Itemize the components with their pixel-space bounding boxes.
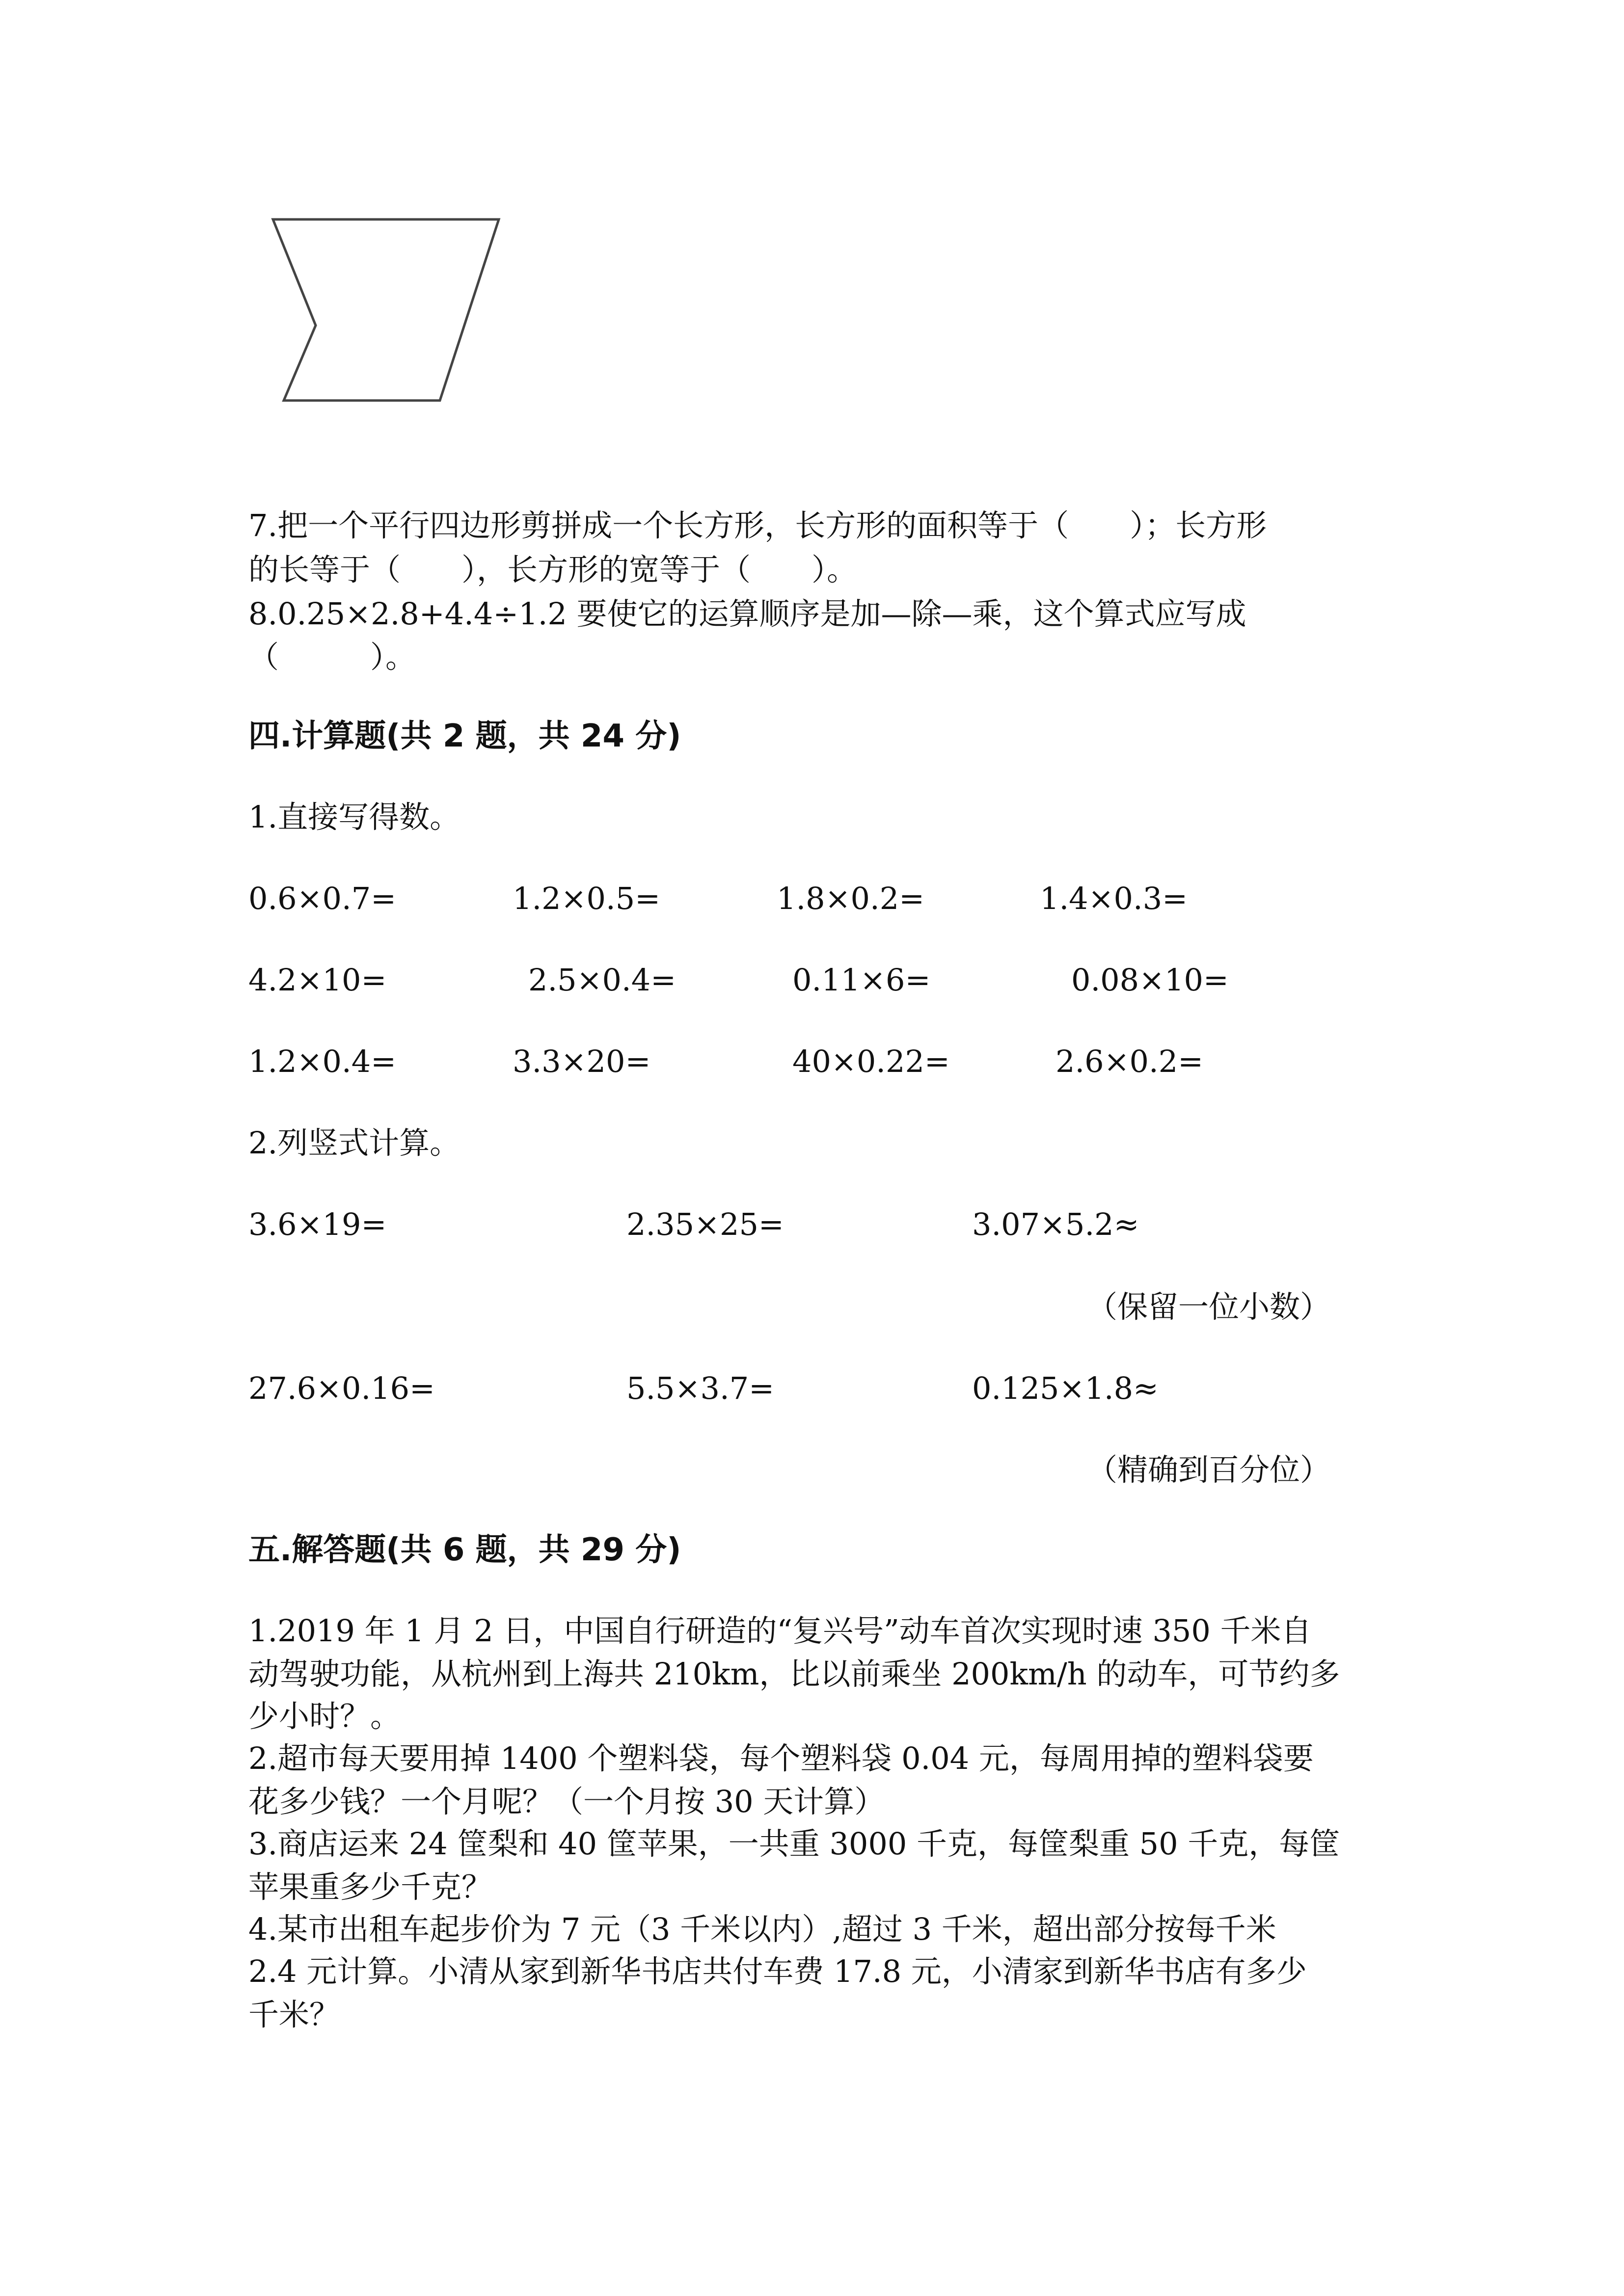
- direct-calc-item: 0.11×6=: [792, 962, 931, 998]
- section4-q2-title: 2.列竖式计算。: [248, 1125, 460, 1161]
- q8-line2: （ ）。: [248, 639, 416, 675]
- vertical-calc-item: 3.07×5.2≈: [972, 1206, 1139, 1242]
- q7-line1: 7.把一个平行四边形剪拼成一个长方形，长方形的面积等于（ ）；长方形: [248, 507, 1267, 543]
- direct-calc-item: 2.5×0.4=: [528, 962, 677, 998]
- direct-calc-item: 1.4×0.3=: [1040, 881, 1188, 916]
- direct-calc-item: 0.08×10=: [1071, 962, 1229, 998]
- direct-calc-item: 40×0.22=: [792, 1043, 950, 1079]
- direct-calc-item: 1.2×0.5=: [513, 881, 661, 916]
- section4-q1-title: 1.直接写得数。: [248, 799, 460, 835]
- direct-calc-item: 0.6×0.7=: [248, 881, 397, 916]
- problem-line: 花多少钱？一个月呢？（一个月按 30 天计算）: [248, 1784, 885, 1819]
- problem-line: 苹果重多少千克？: [248, 1869, 492, 1905]
- section5-heading: 五.解答题(共 6 题，共 29 分): [248, 1532, 681, 1568]
- vertical-calc-item: 5.5×3.7=: [626, 1370, 775, 1406]
- direct-calc-item: 1.2×0.4=: [248, 1043, 397, 1079]
- direct-calc-item: 2.6×0.2=: [1056, 1043, 1204, 1079]
- direct-calc-item: 4.2×10=: [248, 962, 387, 998]
- q7-line2: 的长等于（ ），长方形的宽等于（ ）。: [248, 552, 858, 587]
- problem-line: 3.商店运来 24 筐梨和 40 筐苹果，一共重 3000 千克，每筐梨重 50 千克，每筐: [248, 1826, 1340, 1862]
- q8-line1: 8.0.25×2.8+4.4÷1.2 要使它的运算顺序是加—除—乘，这个算式应写成: [248, 596, 1246, 632]
- section4-heading: 四.计算题(共 2 题，共 24 分): [248, 718, 681, 754]
- problem-line: 2.4 元计算。小清从家到新华书店共付车费 17.8 元，小清家到新华书店有多少: [248, 1953, 1307, 1989]
- vertical-calc-item: 2.35×25=: [626, 1206, 784, 1242]
- vertical-calc-item: 27.6×0.16=: [248, 1370, 435, 1406]
- problem-line: 4.某市出租车起步价为 7 元（3 千米以内）,超过 3 千米，超出部分按每千米: [248, 1911, 1276, 1947]
- direct-calc-item: 1.8×0.2=: [777, 881, 925, 916]
- vertical-calc-item: 0.125×1.8≈: [972, 1370, 1159, 1406]
- problem-line: 动驾驶功能，从杭州到上海共 210km，比以前乘坐 200km/h 的动车，可节约多: [248, 1656, 1340, 1692]
- problem-line: 千米？: [248, 1997, 340, 2032]
- vertical-calc-item: 3.6×19=: [248, 1206, 387, 1242]
- direct-calc-item: 3.3×20=: [513, 1043, 651, 1079]
- problem-line: 2.超市每天要用掉 1400 个塑料袋，每个塑料袋 0.04 元，每周用掉的塑料袋要: [248, 1740, 1314, 1776]
- rounding-note: （精确到百分位）: [1087, 1452, 1331, 1488]
- rounding-note: （保留一位小数）: [1087, 1289, 1331, 1325]
- problem-line: 少小时？。: [248, 1698, 401, 1734]
- problem-line: 1.2019 年 1 月 2 日，中国自行研造的“复兴号”动车首次实现时速 350 千米自: [248, 1613, 1312, 1649]
